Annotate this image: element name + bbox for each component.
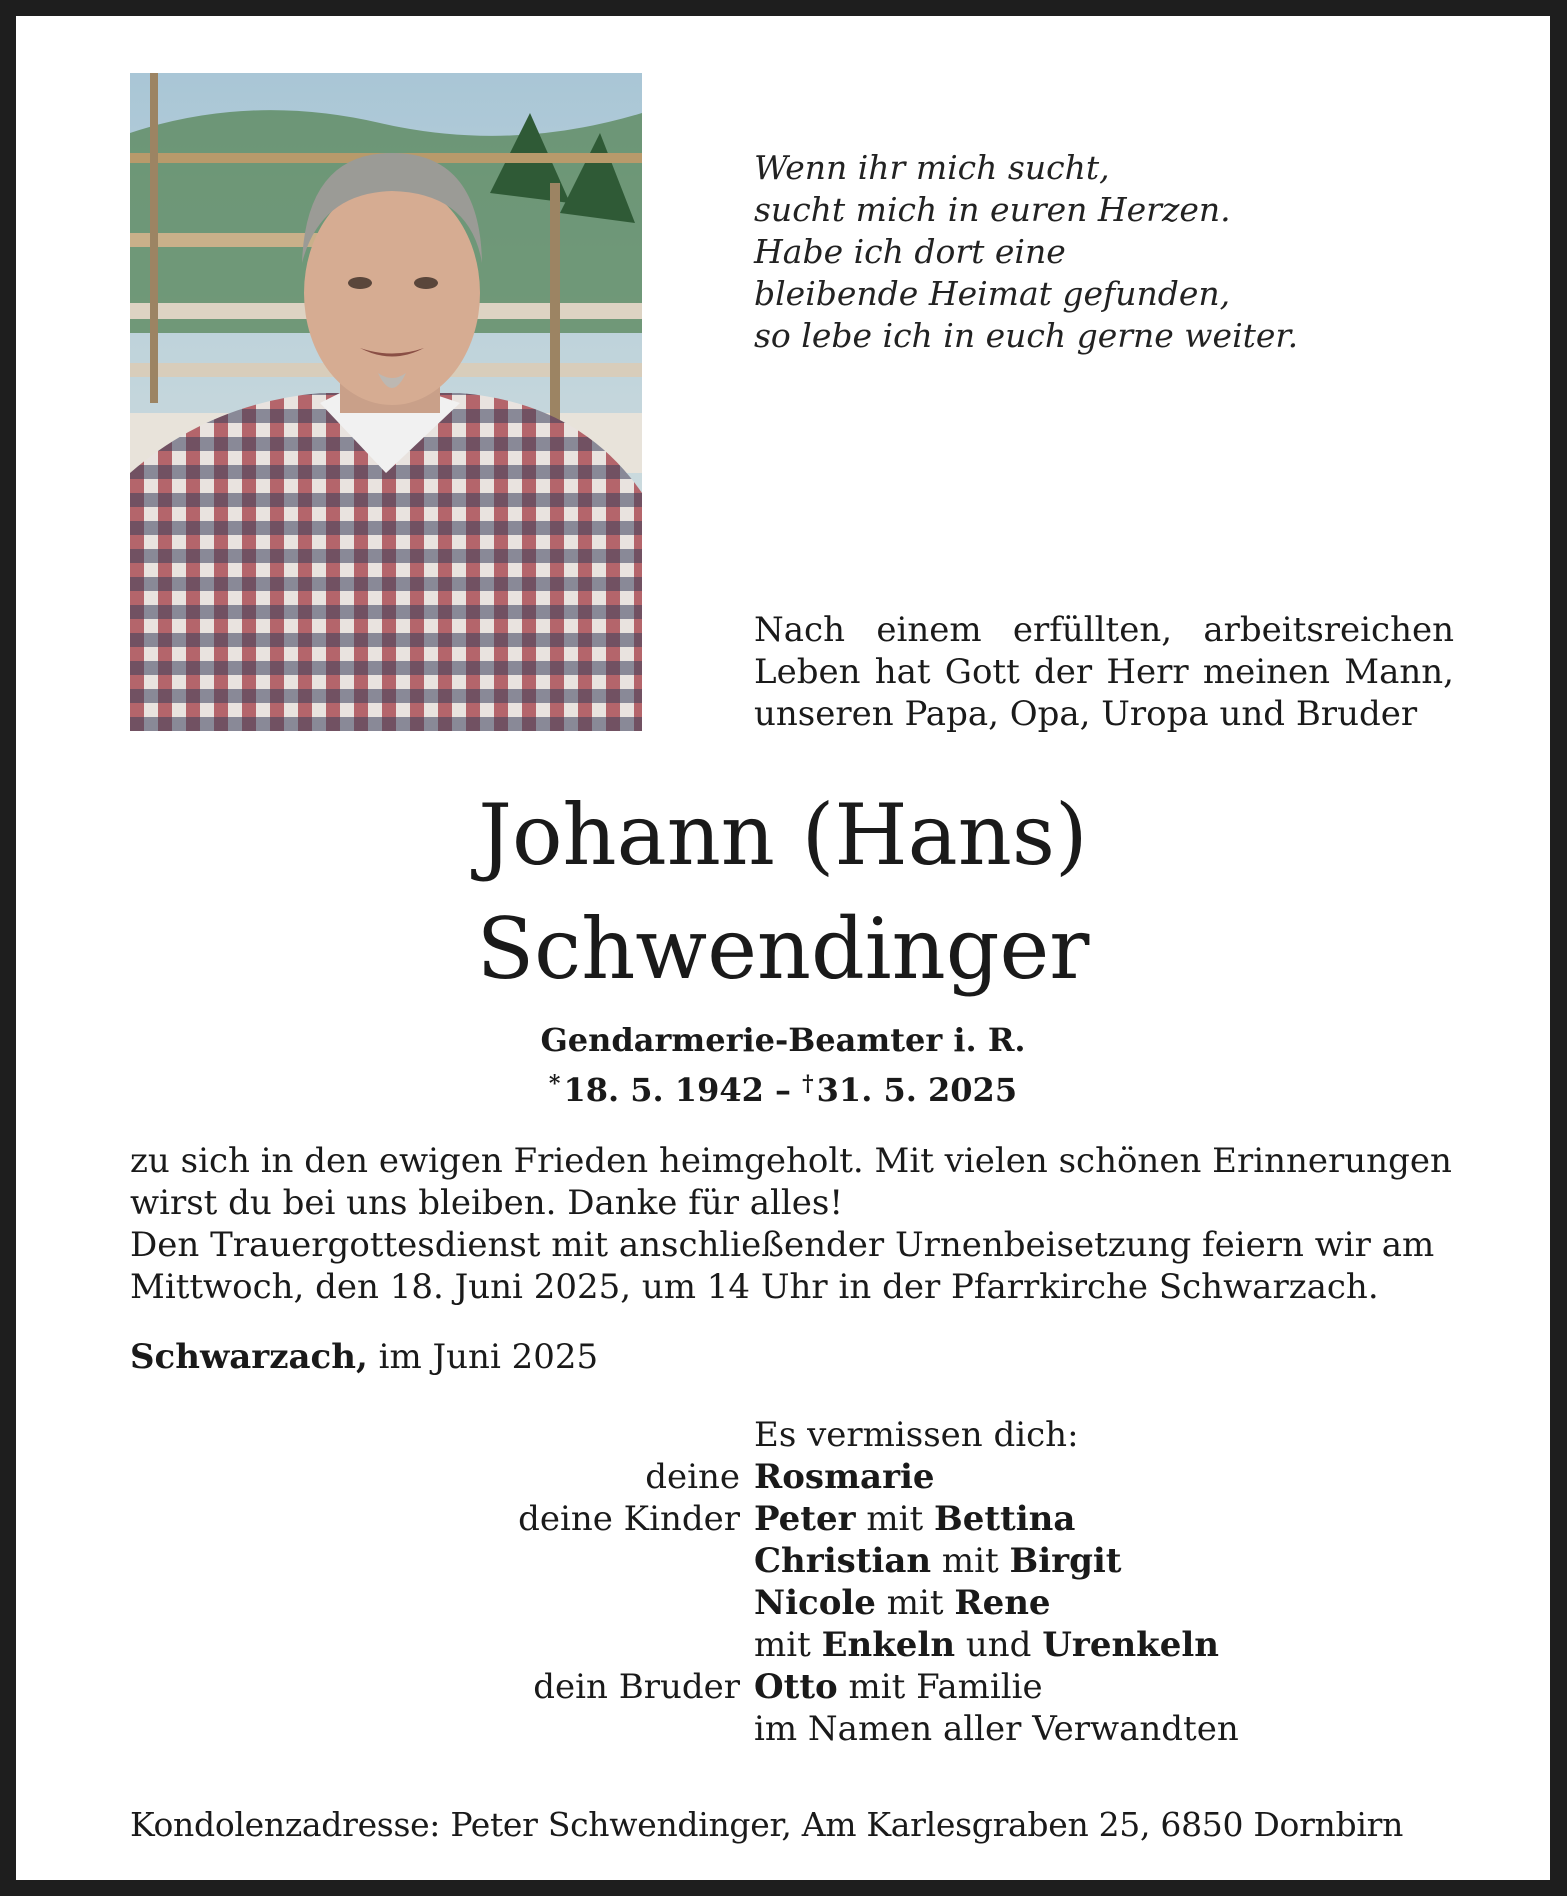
birth-date: 18. 5. 1942: [563, 1071, 764, 1109]
life-dates: [16, 1062, 1550, 1112]
body-line: Den Trauergottesdienst mit anschließender Urnenbeisetzung feiern wir am: [130, 1225, 1435, 1265]
mourner-name: Peter: [754, 1499, 856, 1539]
mourner-name: Otto: [754, 1667, 838, 1707]
mourner-names: [754, 1666, 1043, 1708]
mourner-relation: deine: [645, 1457, 740, 1497]
mourner-row: [130, 1498, 1454, 1540]
birth-symbol: *: [548, 1071, 561, 1097]
mourner-name: Christian: [754, 1541, 932, 1581]
mourner-connector: und: [955, 1625, 1043, 1665]
body-line: Mittwoch, den 18. Juni 2025, um 14 Uhr in der Pfarrkirche Schwarzach.: [130, 1267, 1379, 1307]
mourner-name: Bettina: [933, 1499, 1076, 1539]
deceased-name: [16, 778, 1550, 1006]
body-text: [130, 1140, 1454, 1308]
mourner-name: Urenkeln: [1042, 1625, 1219, 1665]
obituary-page: [16, 16, 1550, 1880]
name-line-2: Schwendinger: [476, 900, 1090, 998]
body-line: zu sich in den ewigen Frieden heimgeholt. Mit vielen schönen Erinnerungen: [130, 1141, 1452, 1181]
mourner-connector: mit: [754, 1625, 822, 1665]
mourner-relation: deine Kinder: [518, 1499, 740, 1539]
place-date: [130, 1336, 930, 1378]
mourner-connector: mit Familie: [837, 1667, 1043, 1707]
mourner-name: Birgit: [1009, 1541, 1122, 1581]
mourner-row: [130, 1666, 1454, 1708]
mourner-names: [754, 1582, 1051, 1624]
poem-line: so lebe ich in euch gerne weiter.: [754, 316, 1299, 355]
mourners-header: Es vermissen dich:: [754, 1415, 1079, 1455]
death-symbol: †: [802, 1071, 814, 1097]
mourner-names: [754, 1708, 1239, 1750]
mourner-names: [754, 1498, 1075, 1540]
mourner-row: [130, 1456, 1454, 1498]
date-dash: –: [763, 1071, 803, 1109]
death-date: 31. 5. 2025: [816, 1071, 1018, 1109]
mourner-names: [754, 1456, 935, 1498]
mourner-relation: dein Bruder: [533, 1667, 740, 1707]
mourner-name: Rosmarie: [754, 1457, 935, 1497]
poem: [754, 147, 1454, 357]
place-town: Schwarzach,: [130, 1337, 368, 1377]
mourner-row: [130, 1624, 1454, 1666]
portrait-photo: [130, 73, 642, 731]
mourner-row: [130, 1582, 1454, 1624]
deceased-details: [16, 1018, 1550, 1112]
body-line: wirst du bei uns bleiben. Danke für alles!: [130, 1183, 844, 1223]
mourner-names: [754, 1540, 1122, 1582]
mourner-name: Enkeln: [821, 1625, 956, 1665]
mourner-row: [130, 1708, 1454, 1750]
mourner-connector: mit: [875, 1583, 955, 1623]
poem-line: bleibende Heimat gefunden,: [754, 274, 1231, 313]
place-month: im Juni 2025: [367, 1337, 599, 1377]
mourner-connector: mit: [855, 1499, 934, 1539]
name-line-1: Johann (Hans): [478, 786, 1088, 884]
poem-line: Wenn ihr mich sucht,: [754, 148, 1110, 187]
occupation: Gendarmerie-Beamter i. R.: [540, 1021, 1026, 1059]
mourner-connector: mit: [931, 1541, 1010, 1581]
poem-line: sucht mich in euren Herzen.: [754, 190, 1231, 229]
mourner-name: Nicole: [754, 1583, 876, 1623]
mourner-connector: im Namen aller Verwandten: [754, 1709, 1239, 1749]
mourner-names: [754, 1624, 1219, 1666]
mourners-list: [130, 1456, 1454, 1750]
intro-text: Nach einem erfüllten, arbeitsreichen Leben hat Gott der Herr meinen Mann, unseren Papa, Opa, Uropa und Bruder: [754, 610, 1454, 734]
poem-line: Habe ich dort eine: [754, 232, 1066, 271]
mourner-row: [130, 1540, 1454, 1582]
mourner-name: Rene: [954, 1583, 1051, 1623]
condolence-address: Kondolenzadresse: Peter Schwendinger, Am Karlesgraben 25, 6850 Dornbirn: [130, 1805, 1404, 1844]
